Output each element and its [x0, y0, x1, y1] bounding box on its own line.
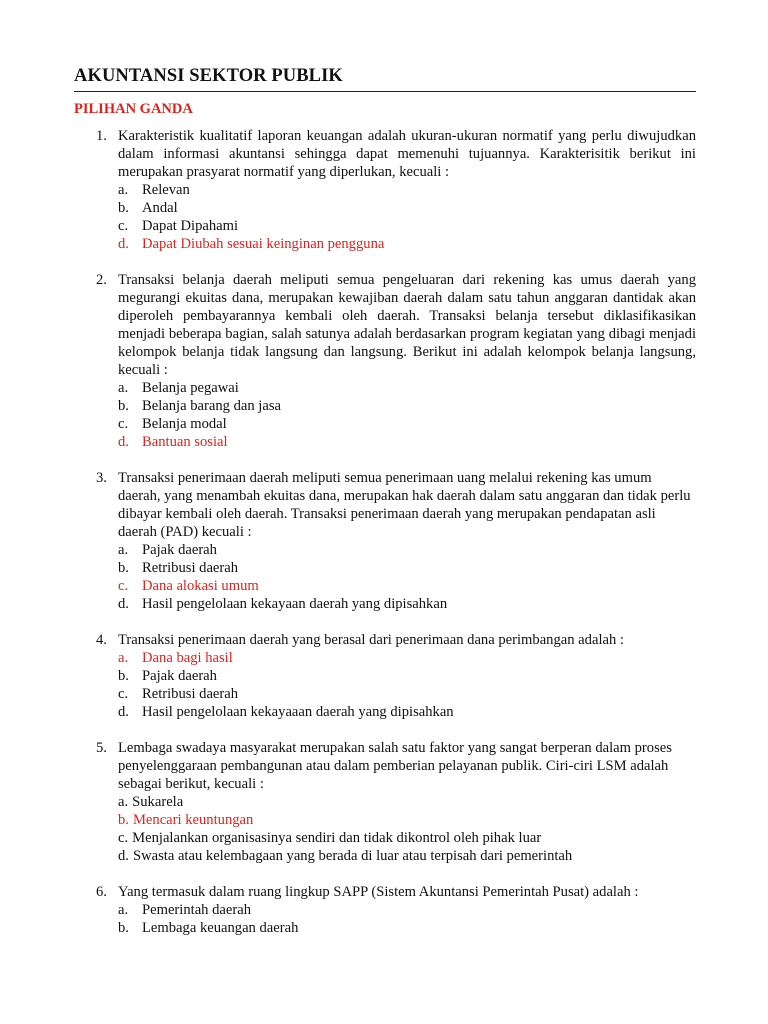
- option-letter: c.: [118, 686, 129, 702]
- option-text: Pajak daerah: [142, 542, 217, 558]
- option-letter: b.: [118, 668, 129, 684]
- option-letter: d.: [118, 848, 129, 864]
- option-a-correct-answer: [118, 649, 696, 667]
- option-letter: b.: [118, 200, 129, 216]
- option-text: Relevan: [142, 182, 190, 198]
- option-a: [118, 379, 696, 397]
- option-text: Retribusi daerah: [142, 560, 239, 576]
- question-text: Transaksi penerimaan daerah yang berasal dari penerimaan dana perimbangan adalah :: [118, 632, 624, 648]
- question-text: Transaksi penerimaan daerah meliputi semua penerimaan uang melalui rekening kas umum daerah, yang menambah ekuitas dana, merupakan hak daerah dalam satu anggaran dan tidak perlu dibayar kembali oleh daerah. Transaksi penerimaan daerah yang merupakan pendapatan asli daerah (PAD) kecuali :: [118, 470, 691, 540]
- option-c: [118, 685, 696, 703]
- document-title: AKUNTANSI SEKTOR PUBLIK: [74, 64, 696, 92]
- option-c: [118, 829, 696, 847]
- option-text: Belanja modal: [142, 416, 227, 432]
- option-list: [118, 649, 696, 721]
- option-b: [118, 199, 696, 217]
- option-b: [118, 919, 696, 937]
- option-text: Swasta atau kelembagaan yang berada di luar atau terpisah dari pemerintah: [132, 848, 573, 864]
- question-number: 1.: [96, 128, 107, 144]
- option-c: [118, 415, 696, 433]
- option-letter: d.: [118, 236, 129, 252]
- option-text: Dapat Diubah sesuai keinginan pengguna: [142, 236, 385, 252]
- option-text: Pajak daerah: [142, 668, 217, 684]
- option-letter: b.: [118, 560, 129, 576]
- option-list: [118, 181, 696, 253]
- option-text: Mencari keuntungan: [132, 812, 254, 828]
- option-d-correct-answer: [118, 235, 696, 253]
- option-text: Dapat Dipahami: [142, 218, 239, 234]
- question-4: [96, 631, 696, 721]
- option-letter: d.: [118, 704, 129, 720]
- question-text: Transaksi belanja daerah meliputi semua pengeluaran dari rekening kas umus daerah yang megurangi ekuitas dana, merupakan kewajiban daerah dalam satu tahun anggaran dantidak akan diperoleh pembayarannya kembali oleh daerah. Transaksi belanja tersebut diklasifikasikan menjadi beberapa bagian, salah satunya adalah berdasarkan program kegiatan yang dibagi menjadi kelompok belanja tidak langsung dan langsung. Berikut ini adalah kelompok belanja langsung, kecuali :: [118, 272, 696, 378]
- question-number: 5.: [96, 740, 107, 756]
- option-b: [118, 667, 696, 685]
- option-text: Pemerintah daerah: [142, 902, 251, 918]
- question-6: [96, 883, 696, 937]
- option-d: [118, 703, 696, 721]
- question-2: [96, 271, 696, 451]
- option-a: [118, 541, 696, 559]
- option-list: [118, 541, 696, 613]
- question-number: 6.: [96, 884, 107, 900]
- question-1: [96, 127, 696, 253]
- option-letter: d.: [118, 434, 129, 450]
- question-5: [96, 739, 696, 865]
- option-c: [118, 217, 696, 235]
- question-number: 3.: [96, 470, 107, 486]
- option-a: [118, 793, 696, 811]
- option-letter: a.: [118, 902, 129, 918]
- question-3: [96, 469, 696, 613]
- option-text: Bantuan sosial: [142, 434, 228, 450]
- option-text: Retribusi daerah: [142, 686, 239, 702]
- option-letter: a.: [118, 380, 129, 396]
- option-list: [118, 793, 696, 865]
- option-text: Lembaga keuangan daerah: [142, 920, 299, 936]
- question-text: Lembaga swadaya masyarakat merupakan salah satu faktor yang sangat berperan dalam proses penyelenggaraan pembangunan atau dalam pemberian pelayanan publik. Ciri-ciri LSM adalah sebagai berikut, kecuali :: [118, 740, 672, 792]
- option-text: Andal: [142, 200, 178, 216]
- option-letter: b.: [118, 920, 129, 936]
- option-list: [118, 901, 696, 937]
- option-text: Belanja pegawai: [142, 380, 239, 396]
- option-list: [118, 379, 696, 451]
- option-letter: a.: [118, 794, 129, 810]
- option-text: Menjalankan organisasinya sendiri dan tidak dikontrol oleh pihak luar: [132, 830, 542, 846]
- question-number: 2.: [96, 272, 107, 288]
- option-letter: d.: [118, 596, 129, 612]
- question-text: Yang termasuk dalam ruang lingkup SAPP (Sistem Akuntansi Pemerintah Pusat) adalah :: [118, 884, 639, 900]
- section-title: PILIHAN GANDA: [74, 101, 193, 117]
- option-letter: c.: [118, 416, 129, 432]
- option-b: [118, 397, 696, 415]
- option-letter: a.: [118, 542, 129, 558]
- option-text: Belanja barang dan jasa: [142, 398, 281, 414]
- option-letter: b.: [118, 812, 129, 828]
- option-text: Hasil pengelolaan kekayaan daerah yang dipisahkan: [142, 596, 448, 612]
- question-list: [96, 127, 696, 955]
- option-a: [118, 181, 696, 199]
- option-a: [118, 901, 696, 919]
- option-text: Hasil pengelolaan kekayaaan daerah yang dipisahkan: [142, 704, 454, 720]
- option-d: [118, 595, 696, 613]
- option-letter: a.: [118, 650, 129, 666]
- option-b: [118, 559, 696, 577]
- option-letter: c.: [118, 218, 129, 234]
- option-d: [118, 847, 696, 865]
- option-text: Dana alokasi umum: [142, 578, 259, 594]
- option-c-correct-answer: [118, 577, 696, 595]
- option-text: Sukarela: [132, 794, 184, 810]
- option-letter: c.: [118, 578, 129, 594]
- option-letter: b.: [118, 398, 129, 414]
- option-letter: c.: [118, 830, 129, 846]
- question-text: Karakteristik kualitatif laporan keuangan adalah ukuran-ukuran normatif yang perlu diwujudkan dalam informasi akuntansi sehingga dapat memenuhi tujuannya. Karakterisitik berikut ini merupakan prasyarat normatif yang diperlukan, kecuali :: [118, 128, 696, 180]
- option-d-correct-answer: [118, 433, 696, 451]
- option-letter: a.: [118, 182, 129, 198]
- question-number: 4.: [96, 632, 107, 648]
- option-b-correct-answer: [118, 811, 696, 829]
- option-text: Dana bagi hasil: [142, 650, 233, 666]
